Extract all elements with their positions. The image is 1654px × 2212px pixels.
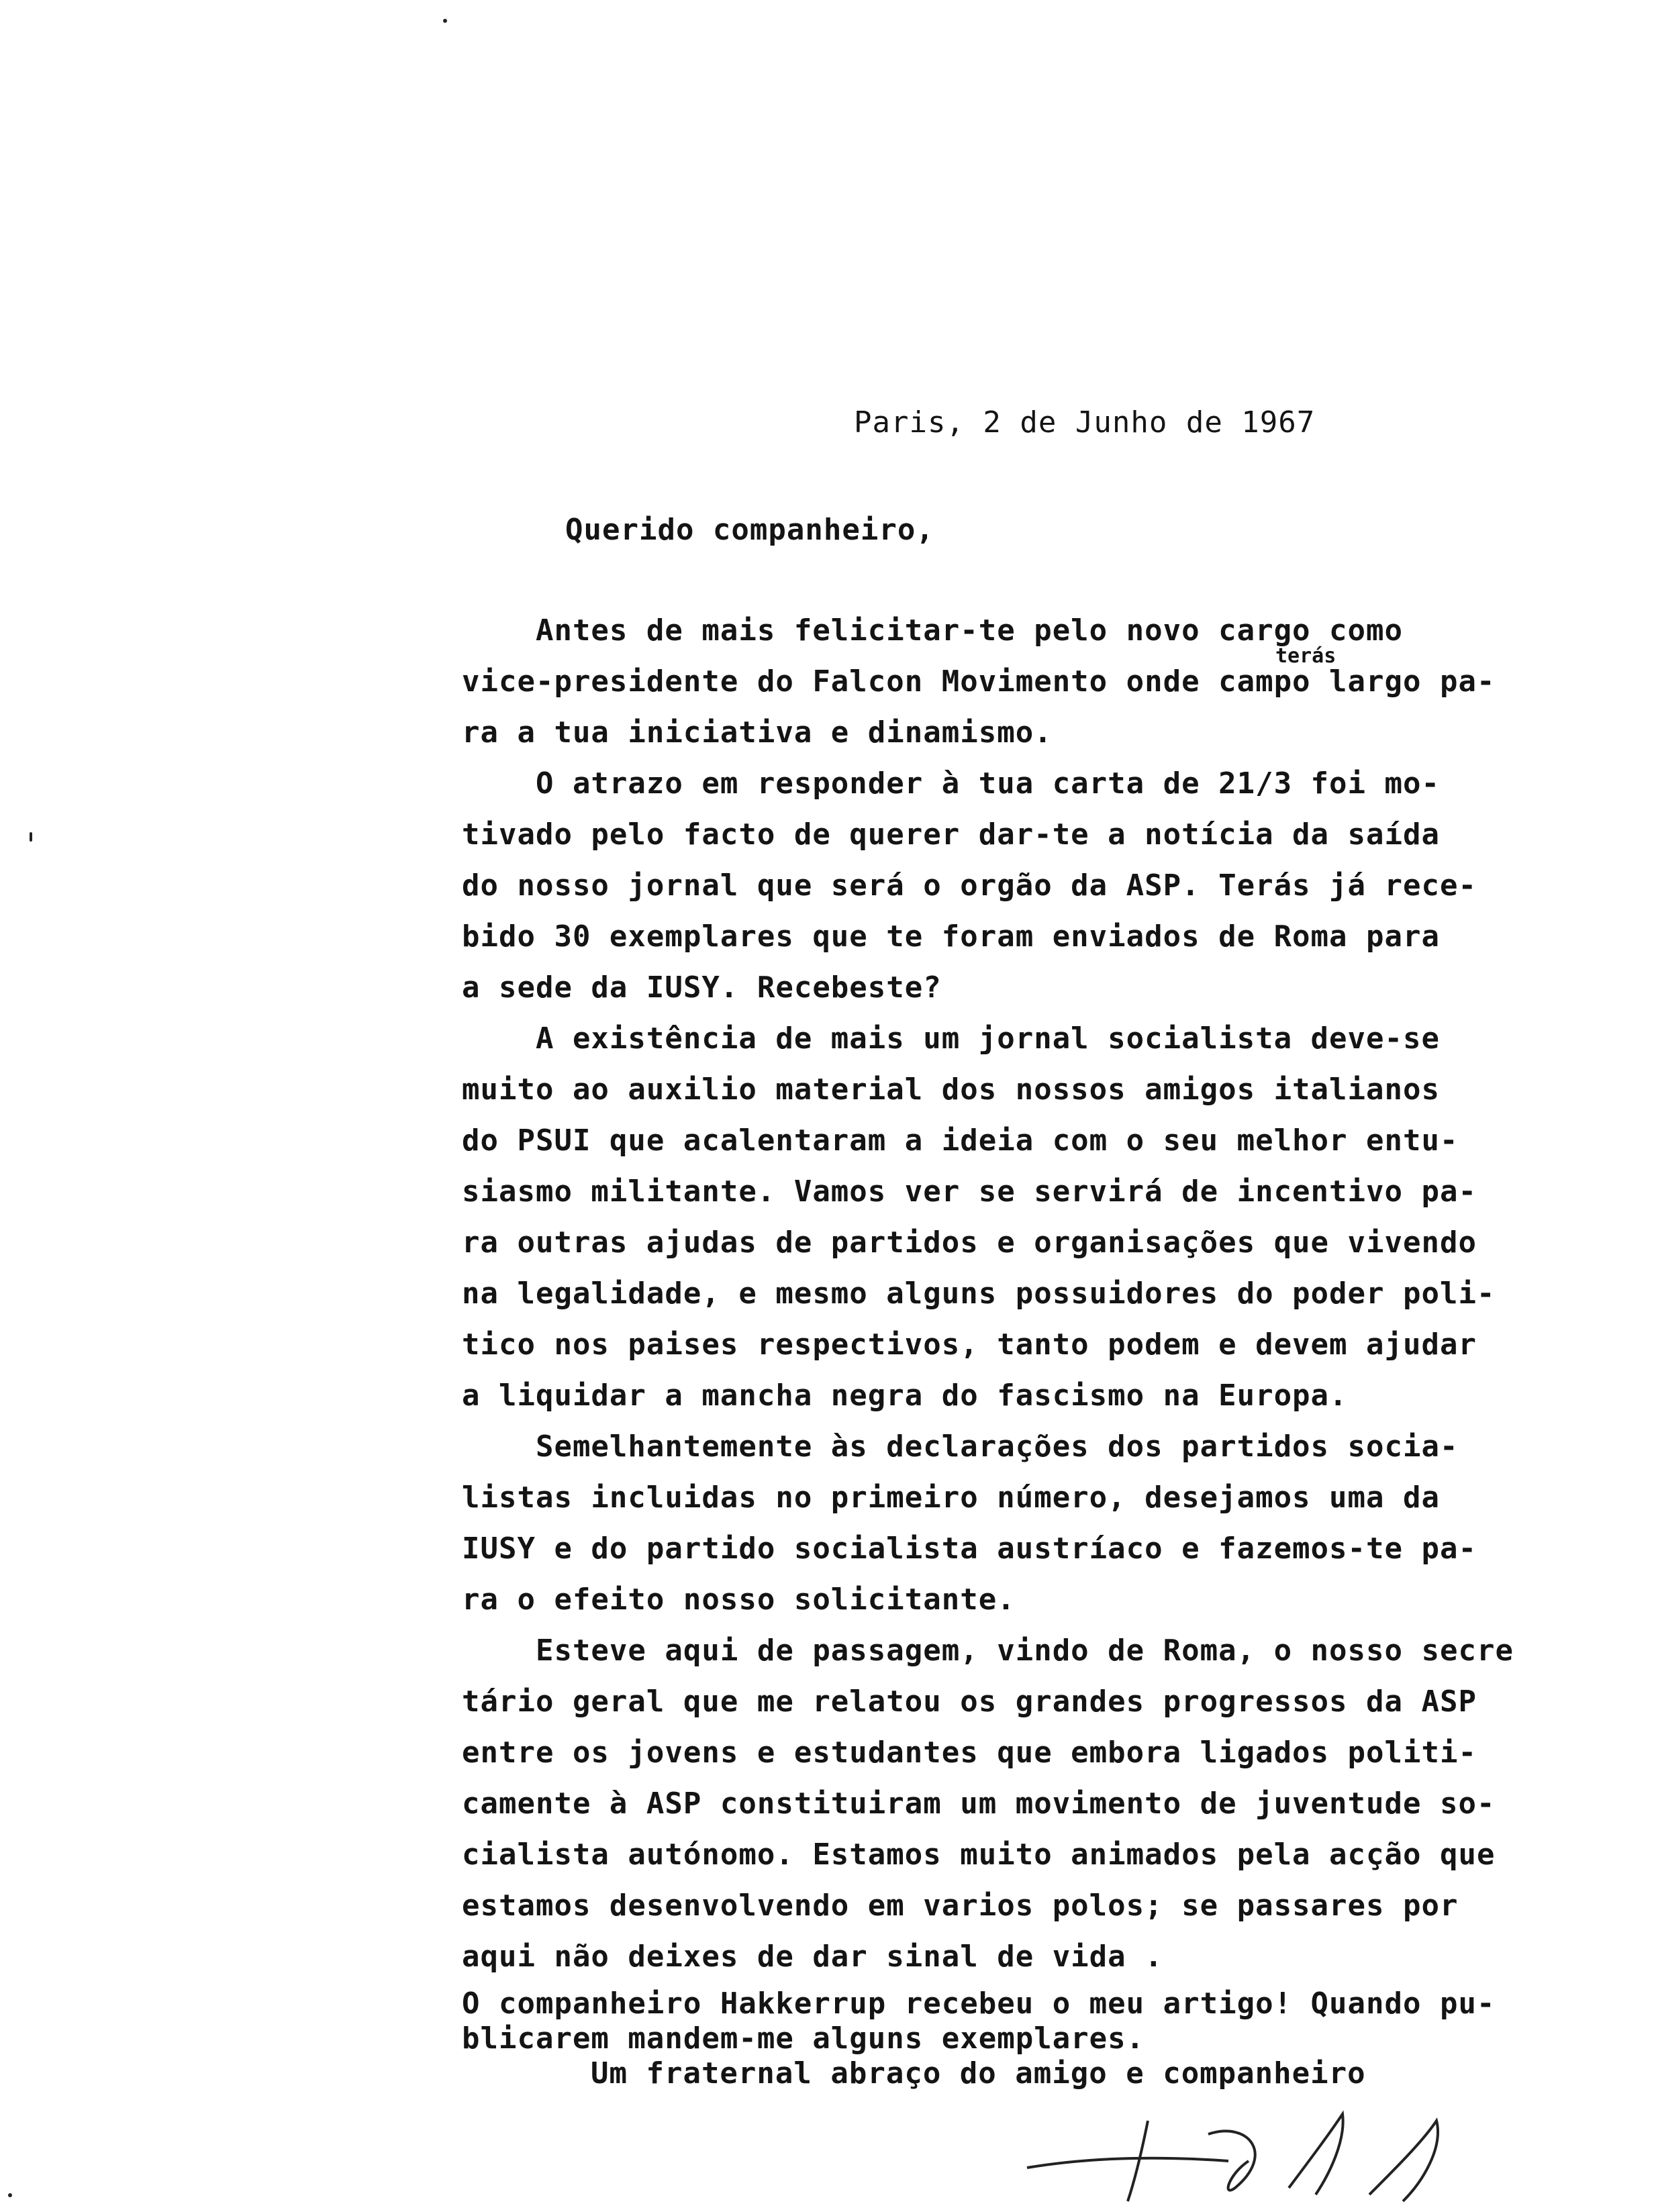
body-line: Esteve aqui de passagem, vindo de Roma, o nosso secre [462,1633,1514,1668]
body-line: do PSUI que acalentaram a ideia com o seu melhor entu- [462,1123,1459,1158]
body-line: na legalidade, e mesmo alguns possuidores do poder poli- [462,1276,1496,1311]
body-line: aqui não deixes de dar sinal de vida . [462,1940,1163,1974]
body-line: siasmo militante. Vamos ver se servirá de incentivo pa- [462,1174,1477,1209]
body-line: Semelhantemente às declarações dos partidos socia- [462,1429,1459,1464]
body-line: tário geral que me relatou os grandes progressos da ASP [462,1685,1477,1719]
body-line: entre os jovens e estudantes que embora ligados politi- [462,1736,1477,1770]
body-line: blicarem mandem-me alguns exemplares. [462,2021,1145,2056]
body-line: IUSY e do partido socialista austríaco e fazemos-te pa- [462,1531,1477,1566]
body-line: ra o efeito nosso solicitante. [462,1582,1016,1617]
body-line: tico nos paises respectivos, tanto podem e devem ajudar [462,1327,1477,1362]
body-line: O atrazo em responder à tua carta de 21/3 foi mo- [462,766,1440,801]
body-line: muito ao auxilio material dos nossos amigos italianos [462,1072,1440,1107]
letter-date: Paris, 2 de Junho de 1967 [854,405,1316,440]
paper-speck [30,832,32,842]
paper-speck [8,2193,12,2197]
paper-speck [443,19,447,23]
body-line: ra outras ajudas de partidos e organisações que vivendo [462,1225,1477,1260]
interlinear-insert: terás [1275,644,1336,668]
body-line: bido 30 exemplares que te foram enviados de Roma para [462,919,1440,954]
body-line: Antes de mais felicitar-te pelo novo cargo como [462,613,1404,648]
body-line: listas incluidas no primeiro número, desejamos uma da [462,1480,1440,1515]
body-line: estamos desenvolvendo em varios polos; se passares por [462,1889,1459,1923]
body-line: A existência de mais um jornal socialista deve-se [462,1021,1440,1056]
body-line: tivado pelo facto de querer dar-te a notícia da saída [462,817,1440,852]
body-line: a liquidar a mancha negra do fascismo na Europa. [462,1378,1348,1413]
body-line: O companheiro Hakkerrup recebeu o meu artigo! Quando pu- [462,1987,1496,2021]
body-line: ra a tua iniciativa e dinamismo. [462,715,1053,750]
letter-closing: Um fraternal abraço do amigo e companheiro [591,2056,1366,2091]
letter-salutation: Querido companheiro, [565,513,934,547]
body-line: do nosso jornal que será o orgão da ASP. Terás já rece- [462,868,1477,903]
body-line: a sede da IUSY. Recebeste? [462,970,942,1005]
body-line: cialista autónomo. Estamos muito animados pela acção que [462,1838,1496,1872]
body-line: camente à ASP constituiram um movimento de juventude so- [462,1787,1496,1821]
body-line: vice-presidente do Falcon Movimento onde campo largo pa- [462,664,1496,699]
handwritten-signature [1007,2094,1477,2208]
